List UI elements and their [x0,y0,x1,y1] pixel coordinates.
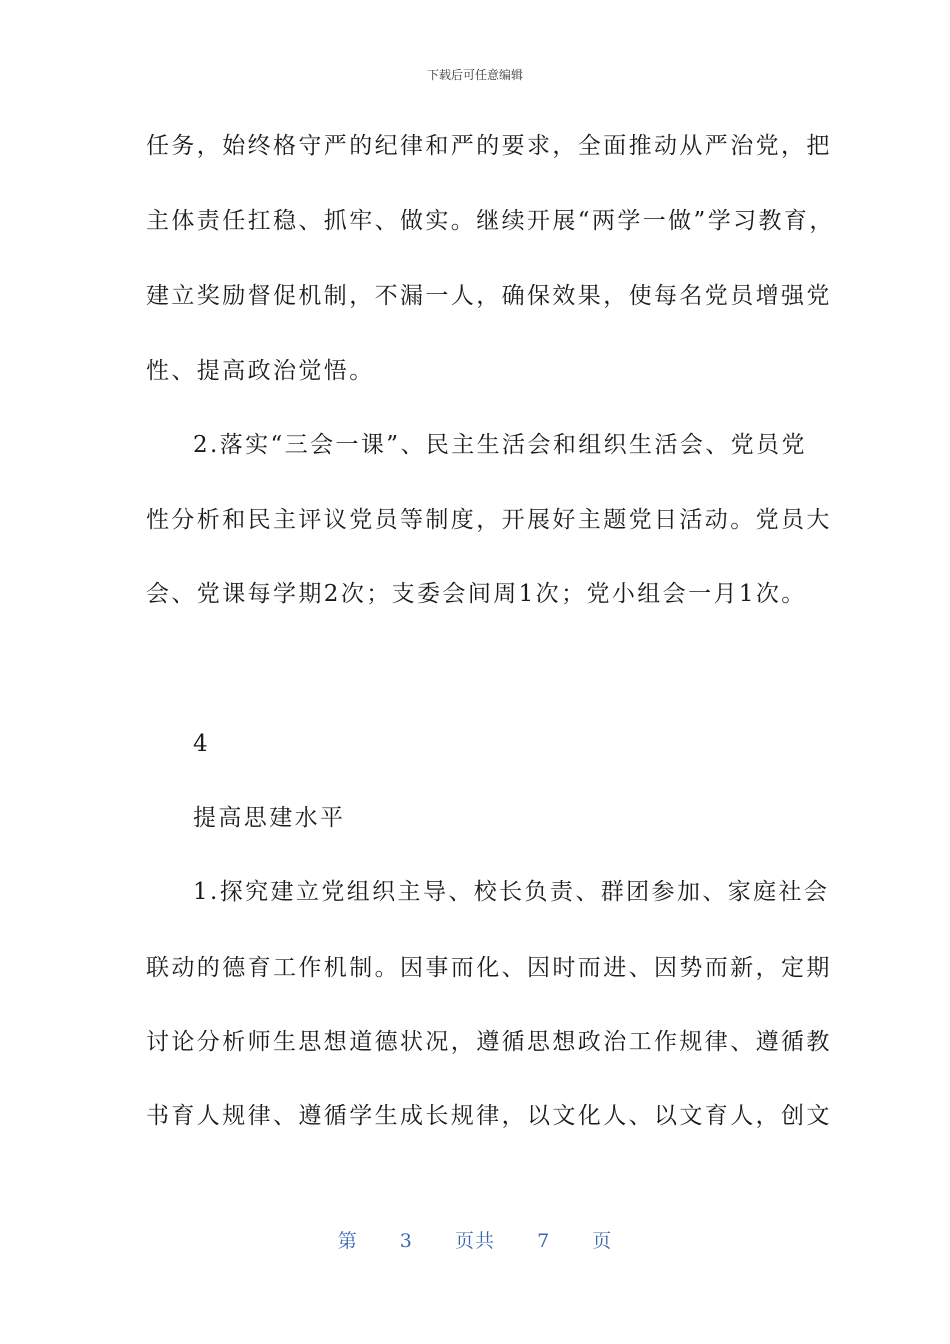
footer-suffix: 页 [592,1230,613,1252]
page-header-note: 下载后可任意编辑 [426,68,523,82]
text-line: 性分析和民主评议党员等制度，开展好主题党日活动。党员大 [146,507,832,533]
text-line: 1.探究建立党组织主导、校长负责、群团参加、家庭社会 [193,879,830,905]
text-line: 书育人规律、遵循学生成长规律，以文化人、以文育人，创文 [146,1103,832,1129]
page-footer [0,1226,950,1253]
text-line: 建立奖励督促机制，不漏一人，确保效果，使每名党员增强党 [146,283,832,309]
footer-middle: 页共 [454,1230,495,1252]
text-line: 2.落实“三会一课”、民主生活会和组织生活会、党员党 [193,432,807,458]
footer-total-pages: 7 [537,1230,551,1252]
text-line: 联动的德育工作机制。因事而化、因时而进、因势而新，定期 [146,955,832,981]
text-line: 主体责任扛稳、抓牢、做实。继续开展“两学一做”学习教育， [146,208,835,234]
text-line: 会、党课每学期2次；支委会间周1次；党小组会一月1次。 [146,581,807,607]
section-number: 4 [193,731,211,757]
footer-prefix: 第 [337,1230,358,1252]
text-line: 讨论分析师生思想道德状况，遵循思想政治工作规律、遵循教 [146,1029,832,1055]
text-line: 任务，始终格守严的纪律和严的要求，全面推动从严治党，把 [146,133,832,159]
section-heading: 提高思建水平 [193,805,346,831]
text-line: 性、提高政治觉悟。 [146,358,375,384]
footer-current-page: 3 [399,1230,413,1252]
